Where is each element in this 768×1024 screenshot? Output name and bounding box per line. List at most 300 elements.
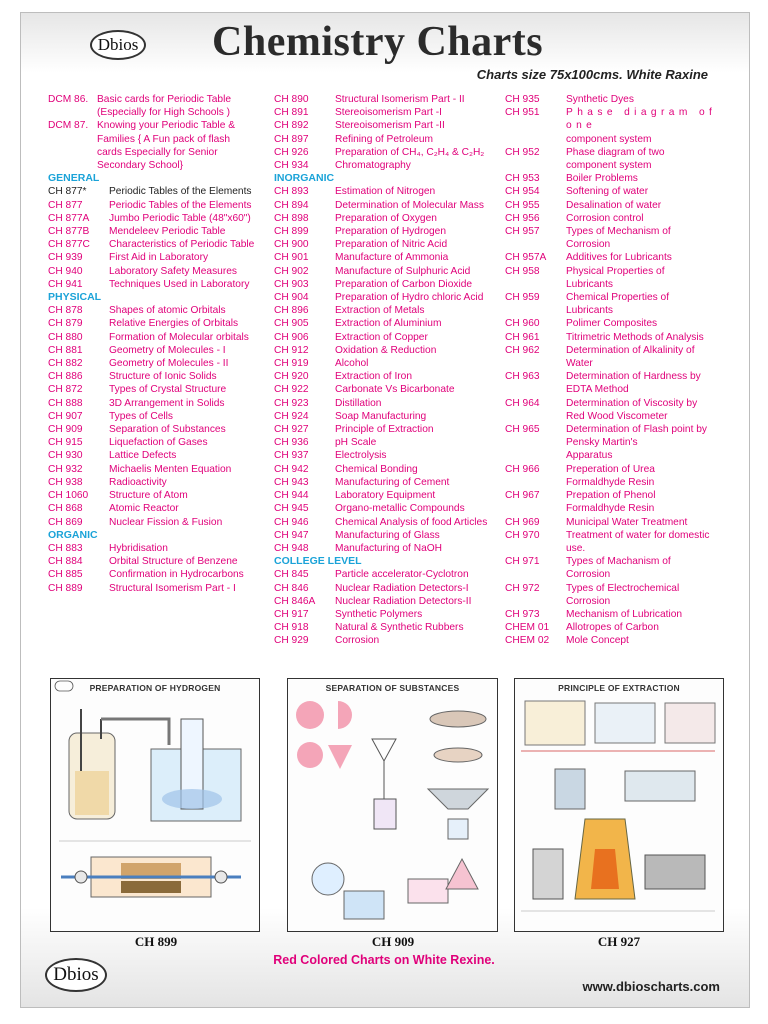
list-item — [274, 344, 496, 357]
chart-code: CH 927 — [274, 424, 309, 436]
list-item — [505, 463, 727, 476]
list-item — [274, 489, 496, 502]
chart-name: Preparation of Oxygen — [335, 212, 437, 224]
chart-code: CH 904 — [274, 292, 309, 304]
list-item — [505, 199, 727, 212]
chart-code: CH 953 — [505, 173, 540, 185]
chart-name: Synthetic Polymers — [335, 608, 423, 620]
chart-list-column-2 — [274, 93, 496, 648]
list-item-continued — [505, 159, 727, 172]
chart-code: CH 845 — [274, 569, 309, 581]
chart-thumbnail-hydrogen — [50, 678, 260, 932]
list-item — [274, 225, 496, 238]
list-item — [505, 212, 727, 225]
chart-code: CH 922 — [274, 384, 309, 396]
chart-name: Basic cards for Periodic Table — [97, 94, 232, 105]
list-item — [48, 119, 260, 132]
chart-code: CH 944 — [274, 490, 309, 502]
list-item — [274, 317, 496, 330]
list-item — [274, 449, 496, 462]
chart-thumbnail-extraction — [514, 678, 724, 932]
chart-name: Titrimetric Methods of Analysis — [566, 331, 704, 343]
list-item — [48, 436, 260, 449]
chart-code: CH 868 — [48, 503, 83, 515]
chart-code: CH 943 — [274, 476, 309, 488]
chart-code: CH 952 — [505, 146, 540, 158]
list-item — [505, 93, 727, 106]
chart-name: Natural & Synthetic Rubbers — [335, 622, 464, 634]
chart-code: CH 966 — [505, 463, 540, 475]
chart-code: CH 945 — [274, 503, 309, 515]
list-item — [274, 331, 496, 344]
chart-code: CH 894 — [274, 199, 309, 211]
chart-code: CH 890 — [274, 94, 309, 105]
list-item — [274, 238, 496, 251]
physical-list — [48, 304, 260, 528]
chart-code: CH 869 — [48, 516, 83, 528]
chart-name: Characteristics of Periodic Table — [109, 239, 255, 251]
chart-name: Mole Concept — [566, 635, 629, 647]
thumbnail-title: SEPARATION OF SUBSTANCES — [325, 683, 460, 693]
chart-name: Confirmation in Hydrocarbons — [109, 569, 244, 581]
chart-name: Mendeleev Periodic Table — [109, 226, 226, 238]
chart-name: Electrolysis — [335, 450, 387, 462]
section-heading-physical: PHYSICAL — [48, 291, 102, 304]
chart-code: CH 846A — [274, 595, 316, 607]
chart-code: CH 926 — [274, 146, 309, 158]
list-item — [505, 185, 727, 198]
chart-name: Shapes of atomic Orbitals — [109, 305, 226, 317]
chart-name: Knowing your Periodic Table & — [97, 120, 235, 132]
page-title: Chemistry Charts — [212, 19, 544, 65]
chart-code: CH 898 — [274, 212, 309, 224]
list-item — [48, 516, 260, 529]
chart-name: Softening of water — [566, 186, 649, 198]
list-item-continued — [505, 133, 727, 146]
list-item — [48, 568, 260, 581]
chart-code: CH 881 — [48, 344, 83, 356]
list-item — [48, 317, 260, 330]
chart-code: CH 929 — [274, 635, 309, 647]
chart-name-line: Pensky Martin's — [566, 437, 638, 449]
chart-code: CH 877A — [48, 212, 90, 224]
list-item — [274, 436, 496, 449]
chart-name: Preparation of CH₄, C₂H₄ & C₂H₂ — [335, 146, 485, 158]
list-item — [274, 251, 496, 264]
chart-code: CH 899 — [274, 226, 309, 238]
list-item-continued — [505, 476, 727, 489]
chart-code: CH 920 — [274, 371, 309, 383]
list-item — [48, 265, 260, 278]
list-item — [48, 555, 260, 568]
section-heading-organic: ORGANIC — [48, 528, 98, 541]
list-item — [48, 331, 260, 344]
list-item — [48, 304, 260, 317]
chart-list-column-1 — [48, 93, 260, 595]
chart-code: CH 961 — [505, 331, 540, 343]
chart-name: Determination of Alkalinity of — [566, 344, 695, 356]
list-item — [505, 106, 727, 132]
list-item — [48, 251, 260, 264]
list-item — [274, 291, 496, 304]
chart-name-line: Red Wood Viscometer — [566, 410, 668, 422]
chart-name: Refining of Petroleum — [335, 133, 433, 145]
chart-name-line: Corrosion — [566, 239, 611, 251]
list-item — [274, 119, 496, 132]
list-item — [48, 489, 260, 502]
list-item — [505, 489, 727, 502]
chart-name: Phase diagram of one — [566, 107, 717, 132]
chart-name: Determination of Hardness by — [566, 371, 701, 383]
list-item-continued — [505, 449, 727, 462]
list-item — [48, 410, 260, 423]
chart-code: CH 955 — [505, 199, 540, 211]
chart-name: Chemical Bonding — [335, 463, 418, 475]
chart-code: CH 963 — [505, 371, 540, 383]
thumbnail-title: PRINCIPLE OF EXTRACTION — [558, 683, 680, 693]
chart-code: CH 954 — [505, 186, 540, 198]
chart-code: CH 902 — [274, 265, 309, 277]
chart-code: CH 935 — [505, 94, 540, 105]
chart-name: First Aid in Laboratory — [109, 252, 209, 264]
chart-name-line: Corrosion — [566, 569, 611, 581]
chart-name: Extraction of Aluminium — [335, 318, 442, 330]
chart-code: CH 918 — [274, 622, 309, 634]
chart-name-line: component system — [566, 133, 652, 145]
list-item — [48, 212, 260, 225]
chart-code: CH 879 — [48, 318, 83, 330]
chart-code: CH 888 — [48, 397, 83, 409]
chart-name: Additives for Lubricants — [566, 252, 672, 264]
chart-name: Chemical Analysis of food Articles — [335, 516, 488, 528]
chart-code: CH 923 — [274, 397, 309, 409]
list-item-continued — [505, 238, 727, 251]
list-item — [505, 370, 727, 383]
chart-code: CH 957A — [505, 252, 547, 264]
list-item — [48, 449, 260, 462]
chart-name: Laboratory Equipment — [335, 490, 436, 502]
chart-name: Preparation of Hydro chloric Acid — [335, 292, 484, 304]
chart-name: Desalination of water — [566, 199, 662, 211]
chart-code: CH 892 — [274, 120, 309, 132]
chart-name: Chromatography — [335, 160, 411, 172]
chart-name: Manufacturing of NaOH — [335, 542, 443, 554]
section-heading-college-level: COLLEGE LEVEL — [274, 555, 362, 568]
list-item — [48, 238, 260, 251]
list-item — [274, 357, 496, 370]
list-item — [274, 608, 496, 621]
list-item — [274, 159, 496, 172]
list-item — [505, 172, 727, 185]
chart-name-line: Corrosion — [566, 595, 611, 607]
chart-code: CH 912 — [274, 344, 309, 356]
chart-name-line: Families { A Fun pack of flash — [97, 133, 231, 145]
chart-code: CH 960 — [505, 318, 540, 330]
chart-name: Municipal Water Treatment — [566, 516, 688, 528]
chart-name: Allotropes of Carbon — [566, 622, 659, 634]
chart-name: Structure of Ionic Solids — [109, 371, 217, 383]
chart-name-line: component system — [566, 160, 652, 172]
chart-code: CH 909 — [48, 424, 83, 436]
chart-name: Organo-metallic Compounds — [335, 503, 465, 515]
list-item — [48, 278, 260, 291]
chart-code: CH 969 — [505, 516, 540, 528]
chart-code: CH 948 — [274, 542, 309, 554]
section-heading-general: GENERAL — [48, 172, 100, 185]
list-item — [274, 106, 496, 119]
chart-code: CH 942 — [274, 463, 309, 475]
list-item — [505, 317, 727, 330]
list-item — [274, 582, 496, 595]
chart-code: CH 930 — [48, 450, 83, 462]
page-subtitle: Charts size 75x100cms. White Raxine — [476, 67, 708, 82]
list-item — [505, 265, 727, 278]
chart-code: CH 971 — [505, 556, 540, 568]
list-item — [505, 146, 727, 159]
list-item — [274, 397, 496, 410]
chart-code: CH 937 — [274, 450, 309, 462]
chart-code: CH 880 — [48, 331, 83, 343]
chart-name: Prepation of Phenol — [566, 490, 656, 502]
chart-name: Nuclear Radiation Detectors-I — [335, 582, 469, 594]
chart-name-line: Formaldhyde Resin — [566, 476, 655, 488]
chart-name: Treatment of water for domestic — [566, 529, 710, 541]
list-item — [274, 199, 496, 212]
chart-name: Estimation of Nitrogen — [335, 186, 436, 198]
chart-code: CH 893 — [274, 186, 309, 198]
chart-name-line: Lubricants — [566, 305, 614, 317]
chart-name-line: Secondary School} — [97, 160, 184, 172]
thumbnail-caption: CH 927 — [597, 934, 641, 949]
list-item-continued — [48, 159, 260, 172]
chart-code: CH 883 — [48, 542, 83, 554]
chart-name: Types of Cells — [109, 410, 173, 422]
chart-code: CH 906 — [274, 331, 309, 343]
chart-name: Manufacturing of Cement — [335, 476, 450, 488]
chart-code: CH 957 — [505, 226, 540, 238]
chart-code: CH 939 — [48, 252, 83, 264]
list-item — [505, 634, 727, 647]
chart-name-line: EDTA Method — [566, 384, 629, 396]
chart-name: Extraction of Iron — [335, 371, 413, 383]
list-item — [48, 383, 260, 396]
list-item — [274, 516, 496, 529]
chart-code: CH 877C — [48, 239, 90, 251]
list-item — [274, 212, 496, 225]
chart-code: CH 878 — [48, 305, 83, 317]
chart-name: Soap Manufacturing — [335, 410, 427, 422]
chart-code: CH 877* — [48, 186, 87, 198]
chart-name: Formation of Molecular orbitals — [109, 331, 249, 343]
list-item-continued — [505, 278, 727, 291]
chart-name-line: Apparatus — [566, 450, 613, 462]
chart-thumbnail-separation — [287, 678, 498, 932]
dbios-logo: Dbios — [45, 958, 107, 992]
list-item — [48, 370, 260, 383]
chart-code: CH 917 — [274, 608, 309, 620]
chart-name: Preparation of Hydrogen — [335, 226, 446, 238]
chart-name: Carbonate Vs Bicarbonate — [335, 384, 455, 396]
chart-name: Laboratory Safety Measures — [109, 265, 237, 277]
chart-code: CH 924 — [274, 410, 309, 422]
chart-code: CH 973 — [505, 608, 540, 620]
list-item — [505, 516, 727, 529]
chart-name: Corrosion — [335, 635, 380, 647]
chart-name: Geometry of Molecules - II — [109, 358, 229, 370]
chart-name: Determination of Viscosity by — [566, 397, 698, 409]
chart-name: Types of Crystal Structure — [109, 384, 227, 396]
chart-code: CH 889 — [48, 582, 83, 594]
list-item — [48, 397, 260, 410]
list-item — [274, 383, 496, 396]
list-item — [505, 397, 727, 410]
dbios-logo: Dbios — [90, 30, 146, 60]
chart-name: Stereoisomerism Part -I — [335, 107, 442, 119]
chart-name: Alcohol — [335, 358, 369, 370]
list-item — [48, 225, 260, 238]
list-item-continued — [505, 568, 727, 581]
list-item — [48, 357, 260, 370]
chart-name: Jumbo Periodic Table (48"x60") — [109, 212, 251, 224]
chart-name: Liquefaction of Gases — [109, 437, 208, 449]
chart-name: pH Scale — [335, 437, 377, 449]
list-item-continued — [505, 357, 727, 370]
list-item — [48, 502, 260, 515]
thumbnail-caption: CH 899 — [134, 934, 178, 949]
list-item — [274, 410, 496, 423]
chart-name-line: Water — [566, 358, 593, 370]
chart-code: CH 936 — [274, 437, 309, 449]
chart-name: Synthetic Dyes — [566, 94, 634, 105]
chart-code: CH 885 — [48, 569, 83, 581]
chart-code: CH 846 — [274, 582, 309, 594]
chart-code: CH 947 — [274, 529, 309, 541]
list-item — [505, 621, 727, 634]
chart-code: CH 903 — [274, 278, 309, 290]
chart-name: Polimer Composites — [566, 318, 658, 330]
list-item-continued — [505, 383, 727, 396]
section-heading-inorganic: INORGANIC — [274, 172, 335, 185]
list-item — [274, 146, 496, 159]
chart-name: Extraction of Copper — [335, 331, 428, 343]
chart-code: CH 938 — [48, 476, 83, 488]
chart-code: CH 897 — [274, 133, 309, 145]
chart-code: CH 932 — [48, 463, 83, 475]
list-item — [48, 199, 260, 212]
chart-name: Determination of Flash point by — [566, 424, 707, 436]
chart-name: Nuclear Fission & Fusion — [109, 516, 223, 528]
chart-name: Lattice Defects — [109, 450, 177, 462]
chart-code: CH 972 — [505, 582, 540, 594]
list-item — [274, 304, 496, 317]
list-item — [505, 291, 727, 304]
separation-illustration — [288, 679, 497, 931]
thumbnail-title: PREPARATION OF HYDROGEN — [89, 683, 221, 693]
list-item-continued — [505, 304, 727, 317]
chart-code: CH 891 — [274, 107, 309, 119]
chart-name: Oxidation & Reduction — [335, 344, 437, 356]
chart-code: CH 967 — [505, 490, 540, 502]
chart-code: CH 941 — [48, 278, 83, 290]
chart-name: Geometry of Molecules - I — [109, 344, 226, 356]
chart-list-column-3 — [505, 93, 727, 648]
list-item-continued — [48, 106, 260, 119]
chart-code: DCM 87. — [48, 120, 89, 132]
chart-code: CH 900 — [274, 239, 309, 251]
list-item — [505, 582, 727, 595]
chart-name: Boiler Problems — [566, 173, 638, 185]
chart-name: Types of Machanism of — [566, 556, 671, 568]
chart-name: Manufacture of Ammonia — [335, 252, 449, 264]
list-item — [274, 185, 496, 198]
list-item — [274, 621, 496, 634]
chart-code: CH 901 — [274, 252, 309, 264]
chart-name: Atomic Reactor — [109, 503, 179, 515]
hydrogen-apparatus-illustration — [51, 679, 259, 931]
list-item — [274, 423, 496, 436]
chart-name: Physical Properties of — [566, 265, 665, 277]
list-item — [48, 463, 260, 476]
chart-code: CH 964 — [505, 397, 540, 409]
chart-code: CH 884 — [48, 556, 83, 568]
list-item-continued — [505, 595, 727, 608]
list-item — [274, 370, 496, 383]
list-item — [274, 542, 496, 555]
chart-name: Relative Energies of Orbitals — [109, 318, 239, 330]
chart-name: 3D Arrangement in Solids — [109, 397, 225, 409]
list-item — [48, 582, 260, 595]
website-link[interactable]: www.dbioscharts.com — [582, 979, 720, 994]
list-item — [48, 476, 260, 489]
chart-name: Chemical Properties of — [566, 292, 670, 304]
chart-code: CH 956 — [505, 212, 540, 224]
chart-code: CH 1060 — [48, 490, 89, 502]
chart-name: Periodic Tables of the Elements — [109, 186, 252, 198]
list-item — [274, 568, 496, 581]
chart-name: Preparation of Carbon Dioxide — [335, 278, 473, 290]
chart-name: Corrosion control — [566, 212, 644, 224]
chart-name-line: Formaldhyde Resin — [566, 503, 655, 515]
list-item — [274, 502, 496, 515]
chart-code: CH 896 — [274, 305, 309, 317]
chart-code: CH 877 — [48, 199, 83, 211]
list-item — [505, 608, 727, 621]
chart-code: CH 907 — [48, 410, 83, 422]
list-item — [274, 278, 496, 291]
list-item-continued — [505, 410, 727, 423]
chart-code: DCM 86. — [48, 94, 89, 105]
list-item — [274, 529, 496, 542]
list-item — [274, 265, 496, 278]
list-item — [274, 133, 496, 146]
list-item — [48, 185, 260, 198]
thumbnail-caption: CH 909 — [371, 934, 415, 949]
chart-code: CH 962 — [505, 344, 540, 356]
chart-name: Hybridisation — [109, 542, 168, 554]
list-item — [48, 423, 260, 436]
list-item-continued — [505, 502, 727, 515]
chart-name: Radioactivity — [109, 476, 167, 488]
chart-name: Michaelis Menten Equation — [109, 463, 232, 475]
list-item — [274, 634, 496, 647]
chart-code: CH 959 — [505, 292, 540, 304]
chart-name: Principle of Extraction — [335, 424, 434, 436]
chart-code: CH 946 — [274, 516, 309, 528]
chart-name: Structure of Atom — [109, 490, 188, 502]
list-item — [505, 529, 727, 542]
chart-name: Particle accelerator-Cyclotron — [335, 569, 469, 581]
chart-name: Structural Isomerism Part - II — [335, 94, 465, 105]
